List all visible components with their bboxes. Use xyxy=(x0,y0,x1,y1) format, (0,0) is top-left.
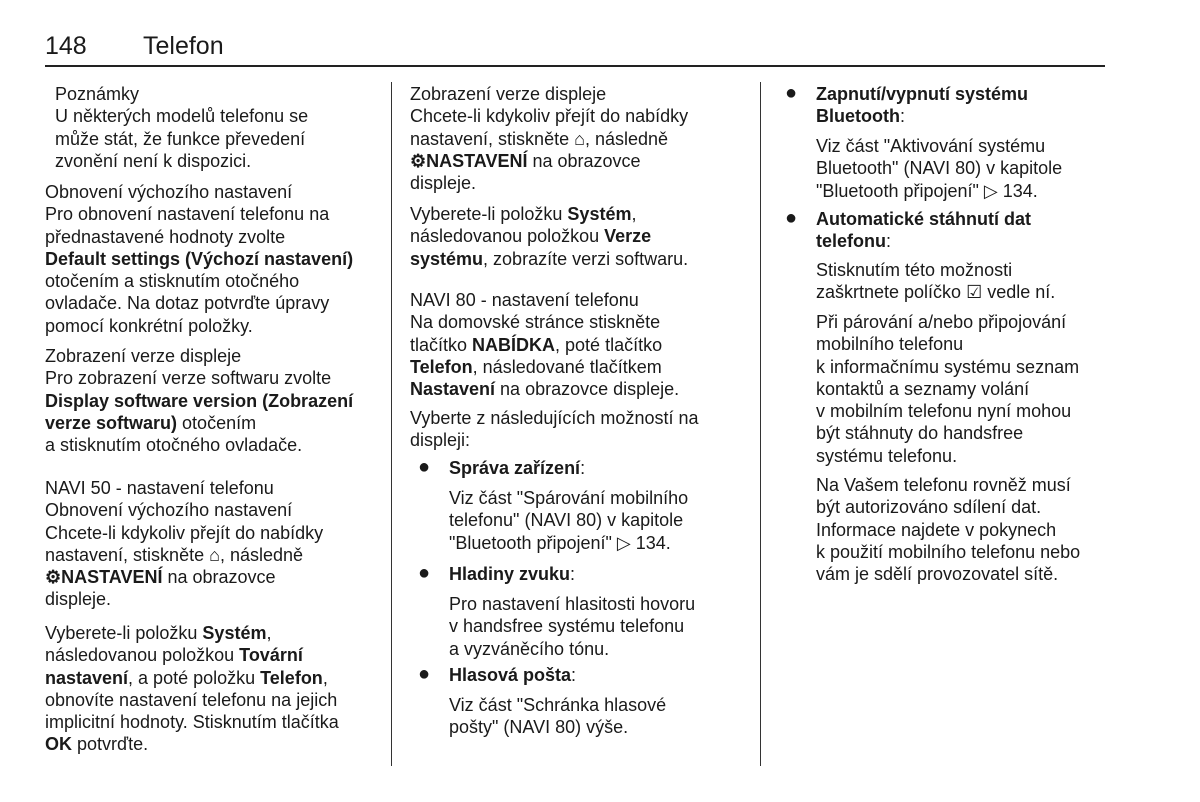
text-run: Vyberete-li položku xyxy=(410,204,568,224)
text-line xyxy=(816,474,1080,496)
text-line xyxy=(45,390,353,412)
text-run: tlačítko xyxy=(410,334,473,355)
bullet-icon: ● xyxy=(418,663,431,685)
text-line xyxy=(55,150,308,172)
text-block xyxy=(410,289,679,400)
text-line xyxy=(449,487,688,509)
bold-term: NASTAVENÍ xyxy=(61,567,163,588)
text-run: : xyxy=(886,231,892,252)
text-line xyxy=(816,180,1062,202)
text-line xyxy=(45,544,323,566)
text-run: Zobrazení verze displeje xyxy=(410,84,607,104)
text-run: Pro zobrazení verze softwaru zvolte xyxy=(45,368,332,389)
text-line xyxy=(816,422,1079,444)
text-line xyxy=(449,563,575,585)
text-line xyxy=(45,248,353,270)
bullet-item-text xyxy=(816,135,1062,202)
text-line xyxy=(410,407,698,429)
text-run: nastavení, stiskněte xyxy=(410,128,575,149)
page-number: 148 xyxy=(45,32,87,60)
text-line xyxy=(45,412,353,434)
text-run: : xyxy=(570,564,576,584)
text-line xyxy=(45,588,323,610)
bullet-item-text xyxy=(449,694,666,739)
text-run: Obnovení výchozího nastavení xyxy=(45,500,293,521)
bold-term: systému xyxy=(410,248,484,269)
text-run: , a poté položku xyxy=(128,667,261,688)
bold-term: Automatické stáhnutí dat xyxy=(816,209,1032,229)
text-line xyxy=(816,563,1080,585)
text-line xyxy=(816,400,1079,422)
text-run: NAVI 50 - nastavení telefonu xyxy=(45,478,274,498)
text-run: vám je sdělí provozovatel sítě. xyxy=(816,564,1059,585)
text-run: na obrazovce xyxy=(162,567,276,588)
text-line xyxy=(45,499,323,521)
text-line xyxy=(449,509,688,531)
text-line xyxy=(816,311,1079,333)
bold-term: Nastavení xyxy=(410,379,496,400)
text-line xyxy=(449,638,695,660)
bold-term: Tovární xyxy=(239,645,303,666)
bold-term: Správa zařízení xyxy=(449,458,581,478)
text-run: : xyxy=(571,665,577,685)
text-run: a stisknutím otočného ovladače. xyxy=(45,435,303,456)
bullet-icon: ● xyxy=(418,562,431,584)
text-line xyxy=(410,311,679,333)
text-run: k informačnímu systému seznam xyxy=(816,356,1080,377)
text-run: Na domovské stránce stiskněte xyxy=(410,312,661,333)
text-run: Viz část "Aktivování systému xyxy=(816,136,1046,156)
text-block xyxy=(410,83,688,194)
text-run: mobilního telefonu xyxy=(816,334,964,355)
text-block xyxy=(45,345,353,456)
text-line xyxy=(816,356,1079,378)
text-run: displeje. xyxy=(45,589,112,610)
text-line xyxy=(45,203,353,225)
bullet-icon: ● xyxy=(785,207,798,229)
text-line xyxy=(816,105,1028,127)
text-run: v handsfree systému telefonu xyxy=(449,616,685,637)
text-line xyxy=(45,689,339,711)
text-line xyxy=(449,532,688,554)
text-run: na obrazovce xyxy=(527,150,641,171)
text-run: Vyberete-li položku xyxy=(45,623,203,643)
bullet-item-text xyxy=(816,311,1079,467)
text-run: NAVI 80 - nastavení telefonu xyxy=(410,290,639,310)
text-run: , xyxy=(631,204,637,224)
text-run: být stáhnuty do handsfree xyxy=(816,423,1024,444)
text-run: implicitní hodnoty. Stisknutím tlačítka xyxy=(45,712,339,733)
text-line xyxy=(410,128,688,150)
text-run: obnovíte nastavení telefonu na jejich xyxy=(45,689,338,710)
bold-term: Verze xyxy=(604,226,652,247)
bullet-item-text xyxy=(449,487,688,554)
text-run: , xyxy=(322,667,328,688)
text-run: Chcete-li kdykoliv přejít do nabídky xyxy=(410,106,689,127)
text-line xyxy=(45,733,339,755)
text-line xyxy=(410,378,679,400)
text-line xyxy=(816,378,1079,400)
text-line xyxy=(449,694,666,716)
bullet-item-title xyxy=(816,208,1031,253)
text-run: k použití mobilního telefonu nebo xyxy=(816,541,1081,562)
text-run: , poté tlačítko xyxy=(555,334,663,355)
bullet-icon: ● xyxy=(785,82,798,104)
text-run: : xyxy=(899,106,905,127)
gear-icon: ⚙ xyxy=(410,150,427,171)
text-run: na obrazovce displeje. xyxy=(495,379,680,400)
bold-term: Bluetooth xyxy=(816,106,900,127)
text-line xyxy=(45,315,353,337)
text-line xyxy=(45,667,339,689)
bold-term: Systém xyxy=(202,623,267,643)
bold-term: NASTAVENÍ xyxy=(426,150,528,171)
text-run: Poznámky xyxy=(55,84,140,104)
text-run: nastavení, stiskněte xyxy=(45,544,210,565)
text-run: "Bluetooth připojení" ▷ 134. xyxy=(816,180,1038,201)
text-run: v mobilním telefonu nyní mohou xyxy=(816,401,1072,422)
bullet-item-text xyxy=(449,593,695,660)
home-icon: ⌂ xyxy=(574,128,585,149)
text-line xyxy=(816,83,1028,105)
text-line xyxy=(55,105,308,127)
page-title: Telefon xyxy=(143,32,224,60)
text-run: Chcete-li kdykoliv přejít do nabídky xyxy=(45,522,324,543)
text-line xyxy=(449,664,576,686)
text-line xyxy=(55,83,308,105)
text-run: následovanou položkou xyxy=(45,645,240,666)
text-run: "Bluetooth připojení" ▷ 134. xyxy=(449,532,671,553)
text-line xyxy=(816,541,1080,563)
text-line xyxy=(816,496,1080,518)
text-line xyxy=(410,289,679,311)
bold-term: telefonu xyxy=(816,231,886,252)
text-run: telefonu" (NAVI 80) v kapitole xyxy=(449,510,684,531)
text-run: být autorizováno sdílení dat. xyxy=(816,497,1042,518)
text-run: Informace najdete v pokynech xyxy=(816,519,1057,540)
gear-icon: ⚙ xyxy=(45,567,62,588)
bold-term: nastavení xyxy=(45,667,129,688)
bullet-icon: ● xyxy=(418,456,431,478)
bold-term: Display software version (Zobrazení xyxy=(45,390,354,411)
text-run: U některých modelů telefonu se xyxy=(55,106,309,127)
text-run: , následované tlačítkem xyxy=(472,356,662,377)
text-run: Pro obnovení nastavení telefonu na xyxy=(45,204,330,225)
text-run: zaškrtnete políčko ☑ vedle ní. xyxy=(816,282,1056,303)
text-line xyxy=(449,593,695,615)
bold-term: OK xyxy=(45,734,72,755)
text-line xyxy=(45,292,353,314)
column-divider xyxy=(760,82,761,766)
text-line xyxy=(45,367,353,389)
text-run: potvrďte. xyxy=(72,734,149,755)
text-run: : xyxy=(580,458,586,478)
text-run: systému telefonu. xyxy=(816,445,958,466)
text-line xyxy=(816,333,1079,355)
text-run: následovanou položkou xyxy=(410,226,605,247)
bold-term: Systém xyxy=(567,204,632,224)
text-line xyxy=(449,615,695,637)
text-line xyxy=(449,716,666,738)
text-run: Vyberte z následujících možností na xyxy=(410,408,699,428)
text-line xyxy=(410,225,688,247)
text-run: , xyxy=(266,623,272,643)
bold-term: Zapnutí/vypnutí systému xyxy=(816,84,1029,104)
text-run: , zobrazíte verzi softwaru. xyxy=(483,248,689,269)
text-line xyxy=(816,519,1080,541)
text-run: zvonění není k dispozici. xyxy=(55,150,252,171)
home-icon: ⌂ xyxy=(209,544,220,565)
text-run: Stisknutím této možnosti xyxy=(816,260,1013,280)
bullet-item-text xyxy=(816,474,1080,585)
text-block xyxy=(45,181,353,337)
text-run: displeje. xyxy=(410,173,477,194)
text-line xyxy=(45,226,353,248)
text-line xyxy=(45,644,339,666)
text-run: Na Vašem telefonu rovněž musí xyxy=(816,475,1071,495)
text-run: Viz část "Schránka hlasové xyxy=(449,695,667,715)
text-run: Obnovení výchozího nastavení xyxy=(45,182,293,202)
text-line xyxy=(410,429,698,451)
bullet-item-title xyxy=(449,664,576,686)
text-line xyxy=(816,281,1055,303)
bold-term: NABÍDKA xyxy=(472,334,556,355)
text-line xyxy=(410,150,688,172)
text-block xyxy=(45,477,323,611)
text-block xyxy=(410,407,698,452)
bold-term: verze softwaru) xyxy=(45,412,178,433)
text-line xyxy=(410,248,688,270)
text-run: otočením a stisknutím otočného xyxy=(45,271,300,292)
text-run: , následně xyxy=(219,544,304,565)
text-run: může stát, že funkce převedení xyxy=(55,128,306,149)
text-line xyxy=(410,105,688,127)
text-line xyxy=(449,457,585,479)
text-line xyxy=(816,157,1062,179)
text-run: přednastavené hodnoty zvolte xyxy=(45,226,286,247)
header-rule xyxy=(45,65,1105,67)
text-line xyxy=(45,181,353,203)
text-run: otočením xyxy=(177,412,257,433)
text-run: Zobrazení verze displeje xyxy=(45,346,242,366)
text-run: Při párování a/nebo připojování xyxy=(816,312,1067,332)
bullet-item-title xyxy=(449,563,575,585)
note-block xyxy=(55,83,308,172)
text-line xyxy=(45,522,323,544)
bold-term: Telefon xyxy=(260,667,323,688)
text-line xyxy=(816,208,1031,230)
text-line xyxy=(45,434,353,456)
text-line xyxy=(410,172,688,194)
text-line xyxy=(816,259,1055,281)
text-run: kontaktů a seznamy volání xyxy=(816,378,1030,399)
text-run: Bluetooth" (NAVI 80) v kapitole xyxy=(816,158,1063,179)
text-line xyxy=(410,203,688,225)
text-run: a vyzváněcího tónu. xyxy=(449,638,610,659)
text-run: ovladače. Na dotaz potvrďte úpravy xyxy=(45,293,330,314)
text-line xyxy=(55,128,308,150)
bullet-item-text xyxy=(816,259,1055,304)
text-run: Viz část "Spárování mobilního xyxy=(449,488,689,508)
column-divider xyxy=(391,82,392,766)
bold-term: Hlasová pošta xyxy=(449,665,572,685)
text-line xyxy=(45,345,353,367)
bold-term: Telefon xyxy=(410,356,473,377)
text-run: , následně xyxy=(584,128,669,149)
text-line xyxy=(410,334,679,356)
text-line xyxy=(410,356,679,378)
text-line xyxy=(816,135,1062,157)
text-run: pomocí konkrétní položky. xyxy=(45,315,253,336)
text-run: pošty" (NAVI 80) výše. xyxy=(449,717,629,738)
text-run: Pro nastavení hlasitosti hovoru xyxy=(449,594,696,614)
text-line xyxy=(45,711,339,733)
text-block xyxy=(410,203,688,270)
text-line xyxy=(45,622,339,644)
bullet-item-title xyxy=(449,457,585,479)
text-line xyxy=(45,270,353,292)
text-line xyxy=(816,230,1031,252)
text-line xyxy=(816,445,1079,467)
text-line xyxy=(45,566,323,588)
bold-term: Default settings (Výchozí nastavení) xyxy=(45,248,354,269)
text-block xyxy=(45,622,339,756)
text-line xyxy=(45,477,323,499)
text-run: displeji: xyxy=(410,430,471,451)
bullet-item-title xyxy=(816,83,1028,128)
text-line xyxy=(410,83,688,105)
bold-term: Hladiny zvuku xyxy=(449,564,571,584)
